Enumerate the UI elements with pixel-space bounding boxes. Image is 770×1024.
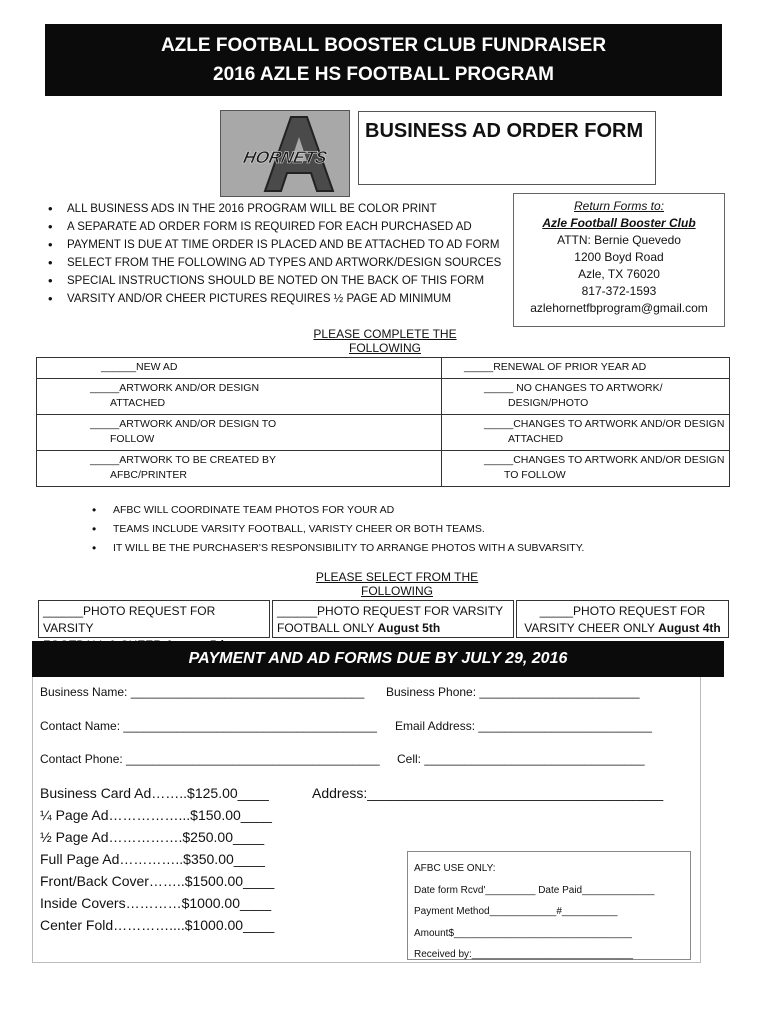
complete-heading: PLEASE COMPLETE THE FOLLOWING bbox=[313, 327, 457, 355]
table-row bbox=[37, 451, 730, 487]
afbc-title: AFBC USE ONLY: bbox=[414, 863, 496, 874]
return-label: Return Forms to: bbox=[573, 199, 665, 213]
return-email: azlehornetfbprogram@gmail.com bbox=[530, 301, 708, 315]
afbc-received-row: Received by:_____________________________ bbox=[414, 949, 634, 960]
afbc-amount-row: Amount$________________________________ bbox=[414, 927, 632, 939]
hornets-wordmark: HORNETS bbox=[241, 147, 329, 167]
photo-option-cheer-only[interactable]: _____PHOTO REQUEST FOR VARSITY CHEER ONLY August 4th bbox=[516, 600, 729, 638]
table-row bbox=[37, 379, 730, 415]
hornets-logo-icon bbox=[221, 111, 349, 196]
afbc-use-box bbox=[407, 851, 691, 960]
header-line-2: 2016 AZLE HS FOOTBALL PROGRAM bbox=[213, 64, 554, 85]
list-item: • PAYMENT IS DUE AT TIME ORDER IS PLACED AND BE ATTACHED TO AD FORM bbox=[48, 236, 501, 254]
price-quarter-page[interactable]: ¼ Page Ad……………...$150.00____ bbox=[40, 807, 272, 823]
business-name-field[interactable]: Business Name: ___________________________________ bbox=[40, 685, 365, 699]
option-changes-to-follow[interactable]: _____CHANGES TO ARTWORK AND/OR DESIGN TO FOLLOW bbox=[442, 451, 730, 487]
business-phone-field[interactable]: Business Phone: ________________________ bbox=[386, 685, 640, 699]
price-business-card[interactable]: Business Card Ad……..$125.00____ bbox=[40, 785, 269, 801]
option-artwork-attached[interactable]: _____ARTWORK AND/OR DESIGN ATTACHED bbox=[37, 379, 442, 415]
list-item: • A SEPARATE AD ORDER FORM IS REQUIRED FOR EACH PURCHASED AD bbox=[48, 218, 501, 236]
list-item: • ALL BUSINESS ADS IN THE 2016 PROGRAM WILL BE COLOR PRINT bbox=[48, 200, 501, 218]
payment-banner: PAYMENT AND AD FORMS DUE BY JULY 29, 2016 bbox=[32, 641, 724, 677]
return-phone: 817-372-1593 bbox=[581, 284, 657, 298]
table-row bbox=[37, 415, 730, 451]
afbc-payment-row: Payment Method____________#__________ bbox=[414, 906, 618, 917]
option-artwork-to-follow[interactable]: _____ARTWORK AND/OR DESIGN TO FOLLOW bbox=[37, 415, 442, 451]
return-street: 1200 Boyd Road bbox=[574, 250, 664, 264]
return-city: Azle, TX 76020 bbox=[578, 267, 660, 281]
price-full-page[interactable]: Full Page Ad…………..$350.00____ bbox=[40, 851, 265, 867]
list-item: • IT WILL BE THE PURCHASER’S RESPONSIBILITY TO ARRANGE PHOTOS WITH A SUBVARSITY. bbox=[92, 539, 584, 558]
form-title: BUSINESS AD ORDER FORM bbox=[365, 120, 644, 142]
option-new-ad[interactable]: ______NEW AD bbox=[37, 358, 442, 379]
instructions-list bbox=[48, 200, 501, 308]
ad-type-table bbox=[36, 357, 730, 487]
select-heading: PLEASE SELECT FROM THE FOLLOWING bbox=[315, 570, 479, 598]
contact-name-field[interactable]: Contact Name: ______________________________________ bbox=[40, 719, 377, 733]
return-org: Azle Football Booster Club bbox=[542, 216, 696, 230]
form-title-box bbox=[358, 111, 656, 185]
list-item: • SPECIAL INSTRUCTIONS SHOULD BE NOTED ON THE BACK OF THIS FORM bbox=[48, 272, 501, 290]
list-item: • SELECT FROM THE FOLLOWING AD TYPES AND ARTWORK/DESIGN SOURCES bbox=[48, 254, 501, 272]
table-row bbox=[37, 358, 730, 379]
photo-option-football-only[interactable]: ______PHOTO REQUEST FOR VARSITY FOOTBALL ONLY August 5th bbox=[272, 600, 514, 638]
return-attn: ATTN: Bernie Quevedo bbox=[557, 233, 681, 247]
option-no-changes[interactable]: _____ NO CHANGES TO ARTWORK/ DESIGN/PHOTO bbox=[442, 379, 730, 415]
list-item: • TEAMS INCLUDE VARSITY FOOTBALL, VARISTY CHEER OR BOTH TEAMS. bbox=[92, 520, 584, 539]
header-banner bbox=[45, 24, 722, 96]
header-line-1: AZLE FOOTBALL BOOSTER CLUB FUNDRAISER bbox=[160, 35, 607, 56]
cell-field[interactable]: Cell: _________________________________ bbox=[397, 752, 645, 766]
ad-price-list bbox=[40, 782, 274, 936]
option-changes-attached[interactable]: _____CHANGES TO ARTWORK AND/OR DESIGN ATTACHED bbox=[442, 415, 730, 451]
price-half-page[interactable]: ½ Page Ad…………….$250.00____ bbox=[40, 829, 265, 845]
hornets-logo bbox=[220, 110, 350, 197]
photo-option-football-cheer[interactable]: ______PHOTO REQUEST FOR VARSITY bbox=[38, 600, 270, 638]
list-item: • AFBC WILL COORDINATE TEAM PHOTOS FOR YOUR AD bbox=[92, 501, 584, 520]
photo-notes-list bbox=[92, 501, 584, 558]
price-inside-covers[interactable]: Inside Covers…………$1000.00____ bbox=[40, 895, 272, 911]
address-field[interactable]: Address:______________________________________ bbox=[312, 785, 664, 801]
afbc-date-row: Date form Rcvd'_________ Date Paid_____________ bbox=[414, 884, 655, 896]
option-renewal[interactable]: _____RENEWAL OF PRIOR YEAR AD bbox=[442, 358, 730, 379]
contact-phone-field[interactable]: Contact Phone: ______________________________________ bbox=[40, 752, 380, 766]
list-item: • VARSITY AND/OR CHEER PICTURES REQUIRES ½ PAGE AD MINIMUM bbox=[48, 290, 501, 308]
price-front-back-cover[interactable]: Front/Back Cover……..$1500.00____ bbox=[40, 873, 275, 889]
email-field[interactable]: Email Address: __________________________ bbox=[395, 719, 652, 733]
price-center-fold[interactable]: Center Fold…………....$1000.00____ bbox=[40, 917, 275, 933]
return-info-box bbox=[513, 193, 725, 327]
option-artwork-by-afbc[interactable]: _____ARTWORK TO BE CREATED BY AFBC/PRINTER bbox=[37, 451, 442, 487]
